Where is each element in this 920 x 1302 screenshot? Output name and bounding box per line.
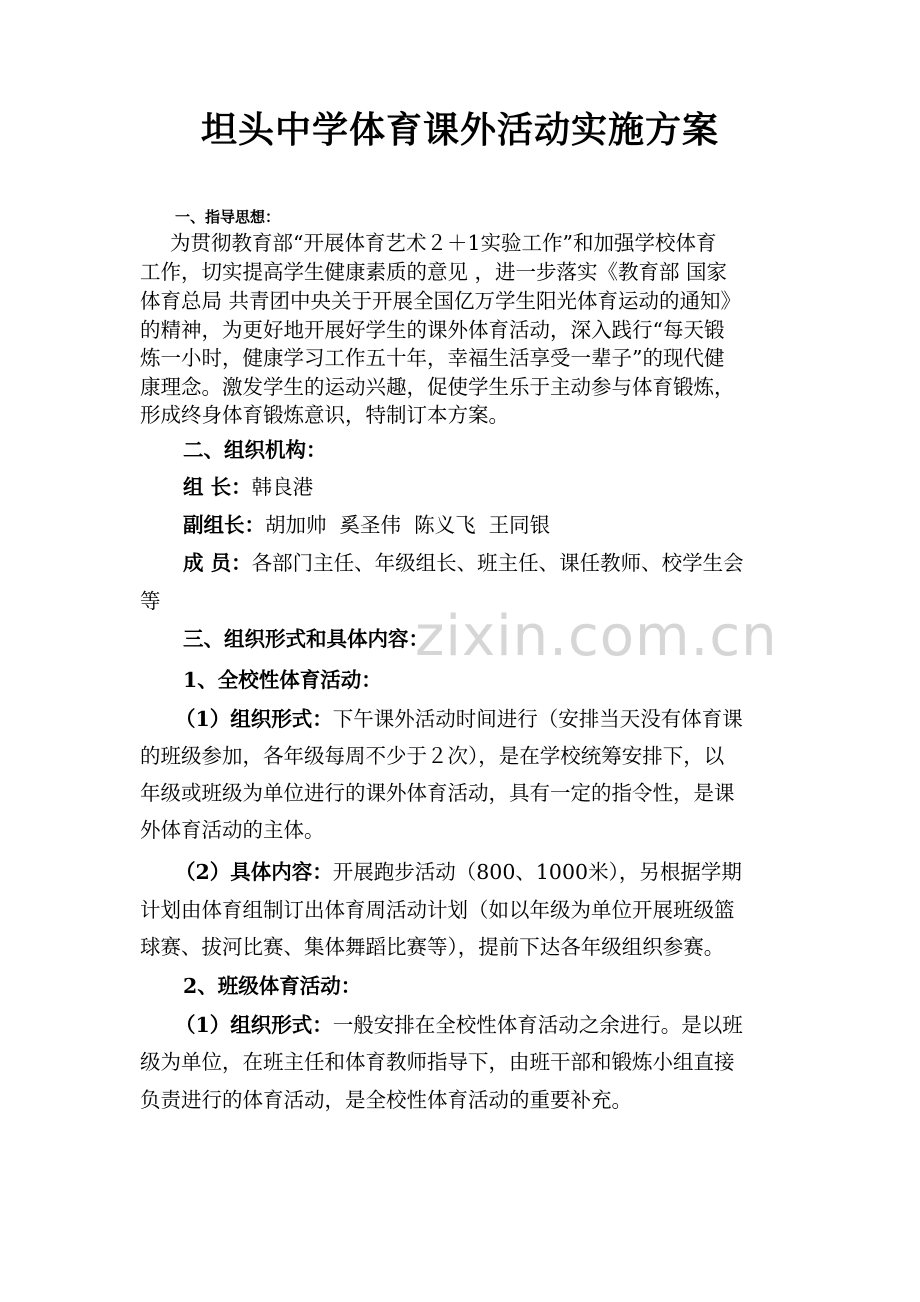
paragraph-line: 球赛、拔河比赛、集体舞蹈比赛等），提前下达各年级组织参赛。 — [140, 935, 725, 959]
deputy-label: 副组长： — [183, 513, 265, 537]
deputy-value: 胡加帅 奚圣伟 陈义飞 王同银 — [265, 513, 551, 537]
members-value: 各部门主任、年级组长、班主任、课任教师、校学生会 — [251, 551, 744, 575]
subsection-heading-class: 2、班级体育活动： — [183, 974, 362, 998]
section-heading-forms-content: 三、组织形式和具体内容： — [183, 627, 429, 651]
leader-value: 韩良港 — [251, 475, 314, 499]
paragraph-line: 负责进行的体育活动，是全校性体育活动的重要补充。 — [140, 1088, 632, 1112]
watermark: zixin.com.cn — [415, 604, 778, 669]
paragraph-line: 工作，切实提高学生健康素质的意见 ，进一步落实《教育部 国家 — [140, 260, 728, 284]
paragraph-line: 外体育活动的主体。 — [140, 818, 325, 842]
paragraph-line — [175, 705, 825, 734]
deputy-row — [183, 511, 833, 540]
item-text: 一般安排在全校性体育活动之余进行。是以班 — [332, 1013, 743, 1037]
paragraph-line: 级为单位，在班主任和体育教师指导下，由班干部和锻炼小组直接 — [140, 1050, 735, 1074]
members-continuation: 等 — [140, 589, 161, 613]
paragraph-line: 年级或班级为单位进行的课外体育活动，具有一定的指令性，是课 — [140, 781, 735, 805]
paragraph-line: 体育总局 共青团中央关于开展全国亿万学生阳光体育运动的通知》 — [140, 289, 742, 313]
members-label: 成 员： — [183, 551, 252, 575]
paragraph-line — [175, 858, 825, 887]
section-heading-organization: 二、组织机构： — [183, 438, 327, 462]
paragraph-line: 形成终身体育锻炼意识，特制订本方案。 — [140, 403, 509, 427]
item-label-form: （1）组织形式： — [175, 707, 333, 731]
paragraph-line: 计划由体育组制订出体育周活动计划（如以年级为单位开展班级篮 — [140, 898, 735, 922]
paragraph-line: 为贯彻教育部“开展体育艺术２＋1实验工作”和加强学校体育 — [170, 231, 717, 255]
members-row — [183, 549, 833, 578]
subsection-heading-school-wide: 1、全校性体育活动： — [183, 668, 382, 692]
document-title: 坦头中学体育课外活动实施方案 — [200, 110, 719, 151]
item-text: 开展跑步活动（800、1000米），另根据学期 — [332, 860, 742, 884]
item-label-form: （1）组织形式： — [175, 1013, 333, 1037]
paragraph-line: 康理念。激发学生的运动兴趣，促使学生乐于主动参与体育锻炼， — [140, 375, 735, 399]
paragraph-line: 的精神，为更好地开展好学生的课外体育活动，深入践行“每天锻 — [140, 318, 725, 342]
leader-row — [183, 473, 833, 502]
paragraph-line — [175, 1011, 825, 1040]
leader-label: 组 长： — [183, 475, 252, 499]
item-text: 下午课外活动时间进行（安排当天没有体育课 — [332, 707, 743, 731]
item-label-content: （2）具体内容： — [175, 860, 333, 884]
paragraph-line: 炼一小时，健康学习工作五十年，幸福生活享受一辈子”的现代健 — [140, 346, 725, 370]
section-heading-guiding-thought: 一、指导思想： — [175, 208, 281, 226]
paragraph-line: 的班级参加，各年级每周不少于２次），是在学校统筹安排下，以 — [140, 744, 725, 768]
